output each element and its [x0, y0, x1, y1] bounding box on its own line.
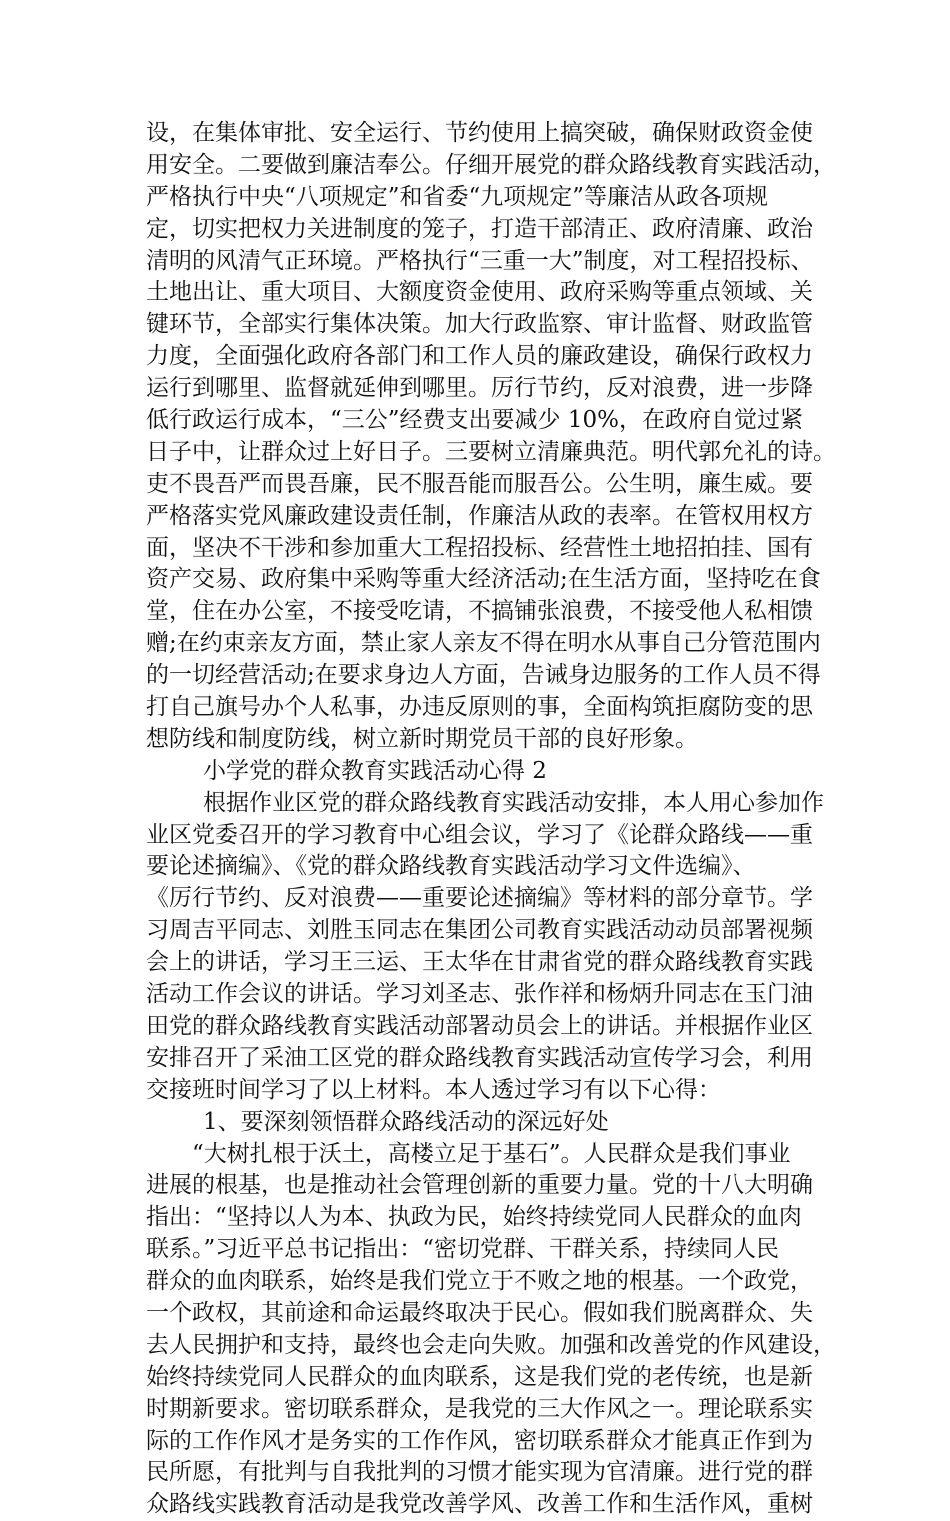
paragraph-line: 《厉行节约、反对浪费——重要论述摘编》等材料的部分章节。学	[146, 885, 813, 912]
paragraph-line: 清明的风清气正环境。严格执行“三重一大”制度，对工程招投标、	[146, 247, 814, 274]
paragraph-line: 键环节，全部实行集体决策。加大行政监察、审计监督、财政监管	[146, 311, 813, 338]
document-body	[146, 118, 836, 1521]
paragraph-line: 习周吉平同志、刘胜玉同志在集团公司教育实践活动动员部署视频	[146, 917, 813, 944]
paragraph-line: 想防线和制度防线，树立新时期党员干部的良好形象。	[146, 725, 698, 752]
paragraph-line: 去人民拥护和支持，最终也会走向失败。加强和改善党的作风建设，	[146, 1331, 836, 1358]
paragraph-line: 根据作业区党的群众路线教育实践活动安排，本人用心参加作	[203, 789, 824, 816]
paragraph-line: 严格落实党风廉政建设责任制，作廉洁从政的表率。在管权用权方	[146, 502, 813, 529]
paragraph-line: 际的工作作风才是务实的工作作风，密切联系群众才能真正作到为	[146, 1427, 813, 1454]
paragraph-line: “大树扎根于沃土，高楼立足于基石”。人民群众是我们事业	[192, 1140, 791, 1167]
paragraph-line: 定，切实把权力关进制度的笼子，打造干部清正、政府清廉、政治	[146, 215, 813, 242]
paragraph-line: 始终持续党同人民群众的血肉联系，这是我们党的老传统，也是新	[146, 1363, 813, 1390]
subsection-heading: 1、要深刻领悟群众路线活动的深远好处	[203, 1108, 609, 1135]
paragraph-line: 设，在集体审批、安全运行、节约使用上搞突破，确保财政资金使	[146, 120, 813, 146]
paragraph-line: 赠;在约束亲友方面，禁止家人亲友不得在明水从事自己分管范围内	[146, 630, 821, 657]
paragraph-line: 会上的讲话，学习王三运、王太华在甘肃省党的群众路线教育实践	[146, 949, 813, 976]
paragraph-line: 时期新要求。密切联系群众，是我党的三大作风之一。理论联系实	[146, 1395, 813, 1422]
paragraph-line: 活动工作会议的讲话。学习刘圣志、张作祥和杨炳升同志在玉门油	[146, 981, 813, 1008]
paragraph-line: 日子中，让群众过上好日子。三要树立清廉典范。明代郭允礼的诗。	[146, 438, 836, 465]
paragraph-line: 交接班时间学习了以上材料。本人透过学习有以下心得：	[146, 1076, 721, 1103]
paragraph-line: 资产交易、政府集中采购等重大经济活动;在生活方面，坚持吃在食	[146, 566, 821, 593]
paragraph-line: 用安全。二要做到廉洁奉公。仔细开展党的群众路线教育实践活动，	[146, 151, 836, 178]
paragraph-line: 土地出让、重大项目、大额度资金使用、政府采购等重点领域、关	[146, 279, 813, 306]
paragraph-line: 堂，住在办公室，不接受吃请，不搞铺张浪费，不接受他人私相馈	[146, 598, 813, 625]
paragraph-line: 面，坚决不干涉和参加重大工程招投标、经营性土地招拍挂、国有	[146, 534, 813, 561]
paragraph-line: 要论述摘编》、《党的群众路线教育实践活动学习文件选编》、	[146, 853, 756, 880]
paragraph-line: 群众的血肉联系，始终是我们党立于不败之地的根基。一个政党，	[146, 1268, 813, 1295]
paragraph-line: 田党的群众路线教育实践活动部署动员会上的讲话。并根据作业区	[146, 1012, 813, 1039]
paragraph-line: 业区党委召开的学习教育中心组会议，学习了《论群众路线——重	[146, 821, 813, 848]
paragraph-line: 低行政运行成本，“三公”经费支出要减少 10%，在政府自觉过紧	[146, 407, 803, 434]
paragraph-line: 一个政权，其前途和命运最终取决于民心。假如我们脱离群众、失	[146, 1299, 813, 1326]
paragraph-line: 民所愿，有批判与自我批判的习惯才能实现为官清廉。进行党的群	[146, 1459, 813, 1486]
paragraph-line: 的一切经营活动;在要求身边人方面，告诫身边服务的工作人员不得	[146, 662, 821, 689]
paragraph-line: 众路线实践教育活动是我党改善学风、改善工作和生活作风，重树	[146, 1491, 813, 1518]
paragraph-line: 指出：“坚持以人为本、执政为民，始终持续党同人民群众的血肉	[146, 1204, 802, 1231]
paragraph-line: 打自己旗号办个人私事，办违反原则的事，全面构筑拒腐防变的思	[146, 694, 813, 721]
section-heading: 小学党的群众教育实践活动心得 2	[203, 757, 547, 784]
paragraph-line: 力度，全面强化政府各部门和工作人员的廉政建设，确保行政权力	[146, 343, 813, 370]
paragraph-line: 运行到哪里、监督就延伸到哪里。厉行节约，反对浪费，进一步降	[146, 375, 813, 402]
paragraph-line: 联系。”习近平总书记指出：“密切党群、干群关系，持续同人民	[146, 1236, 780, 1263]
paragraph-line: 严格执行中央“八项规定”和省委“九项规定”等廉洁从政各项规	[146, 183, 769, 210]
paragraph-line: 吏不畏吾严而畏吾廉，民不服吾能而服吾公。公生明，廉生威。要	[146, 470, 813, 497]
paragraph-line: 进展的根基，也是推动社会管理创新的重要力量。党的十八大明确	[146, 1172, 813, 1199]
paragraph-line: 安排召开了采油工区党的群众路线教育实践活动宣传学习会，利用	[146, 1044, 813, 1071]
